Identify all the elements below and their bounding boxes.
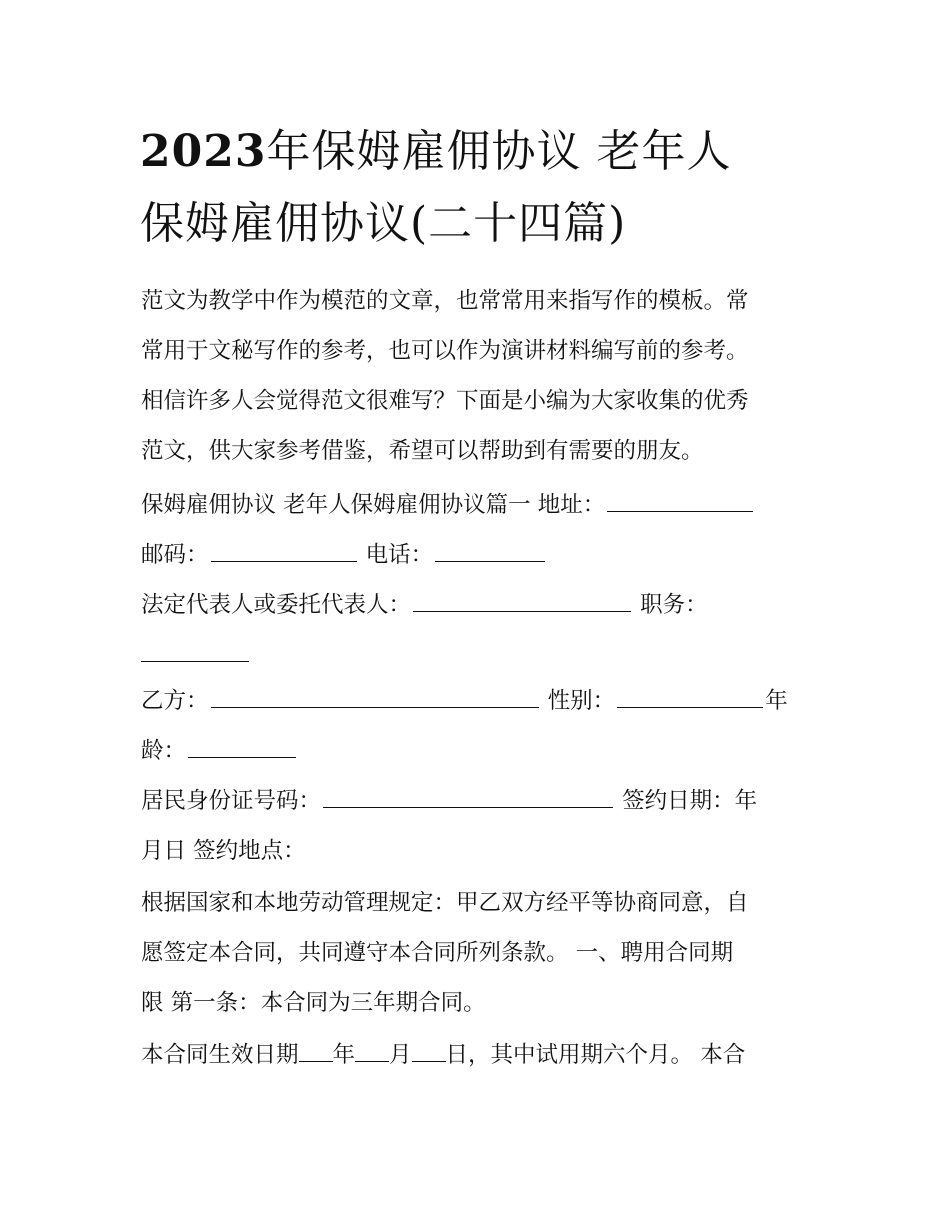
legal-rep-label: 法定代表人或委托代表人： [141, 592, 412, 618]
gender-blank[interactable] [617, 685, 763, 708]
title-year: 2023 [140, 126, 267, 177]
intro-line-4: 范文，供大家参考借鉴，希望可以帮助到有需要的朋友。 [141, 438, 704, 464]
postcode-label: 邮码： [141, 542, 209, 568]
age-blank[interactable] [188, 735, 296, 758]
sign-date-label: 签约日期：年 [622, 788, 758, 814]
effective-date-line [141, 1030, 821, 1080]
title-line-1-text: 年保姆雇佣协议 老年人 [266, 126, 732, 177]
form-line-address [141, 480, 821, 530]
form-line-legal-rep [141, 580, 821, 630]
body-line-1: 根据国家和本地劳动管理规定：甲乙双方经平等协商同意，自 [141, 890, 749, 916]
effective-month-blank[interactable] [355, 1039, 389, 1062]
phone-blank[interactable] [435, 539, 545, 562]
form-line-id [141, 776, 821, 826]
title-line-1 [140, 116, 860, 188]
body-line-3: 限 第一条：本合同为三年期合同。 [141, 990, 486, 1016]
intro-line-2: 常用于文秘写作的参考，也可以作为演讲材料编写前的参考。 [141, 338, 749, 364]
legal-rep-blank[interactable] [413, 589, 631, 612]
form-line-party-b [141, 676, 821, 726]
id-blank[interactable] [323, 785, 613, 808]
postcode-blank[interactable] [211, 539, 357, 562]
party-b-label: 乙方： [141, 688, 209, 714]
age-label-2: 龄： [141, 738, 187, 764]
party-b-blank[interactable] [211, 685, 539, 708]
id-label: 居民身份证号码： [141, 788, 322, 814]
form-heading: 保姆雇佣协议 老年人保姆雇佣协议篇一 地址： [141, 492, 606, 518]
body-line-2: 愿签定本合同，共同遵守本合同所列条款。 一、聘用合同期 [141, 940, 734, 966]
document-title [140, 116, 860, 260]
age-label-1: 年 [765, 688, 788, 714]
effective-month-label: 月 [389, 1042, 412, 1068]
form-line-age [141, 726, 821, 776]
effective-day-blank[interactable] [412, 1039, 446, 1062]
form-line-postcode [141, 530, 821, 580]
effective-prefix: 本合同生效日期 [141, 1042, 299, 1068]
title-line-2: 保姆雇佣协议(二十四篇) [140, 198, 627, 249]
gender-label: 性别： [547, 688, 616, 714]
position-label: 职务： [640, 592, 708, 618]
effective-year-blank[interactable] [299, 1039, 333, 1062]
phone-label: 电话： [365, 542, 434, 568]
address-blank[interactable] [607, 489, 753, 512]
position-blank[interactable] [141, 639, 249, 662]
effective-year-label: 年 [332, 1042, 356, 1068]
form-line-position-blank [141, 630, 821, 680]
form-line-sign-place: 月日 签约地点： [141, 838, 306, 864]
intro-line-3: 相信许多人会觉得范文很难写？下面是小编为大家收集的优秀 [141, 388, 749, 414]
effective-day-text: 日，其中试用期六个月。 本合 [445, 1042, 746, 1068]
intro-line-1: 范文为教学中作为模范的文章，也常常用来指写作的模板。常 [141, 288, 749, 314]
